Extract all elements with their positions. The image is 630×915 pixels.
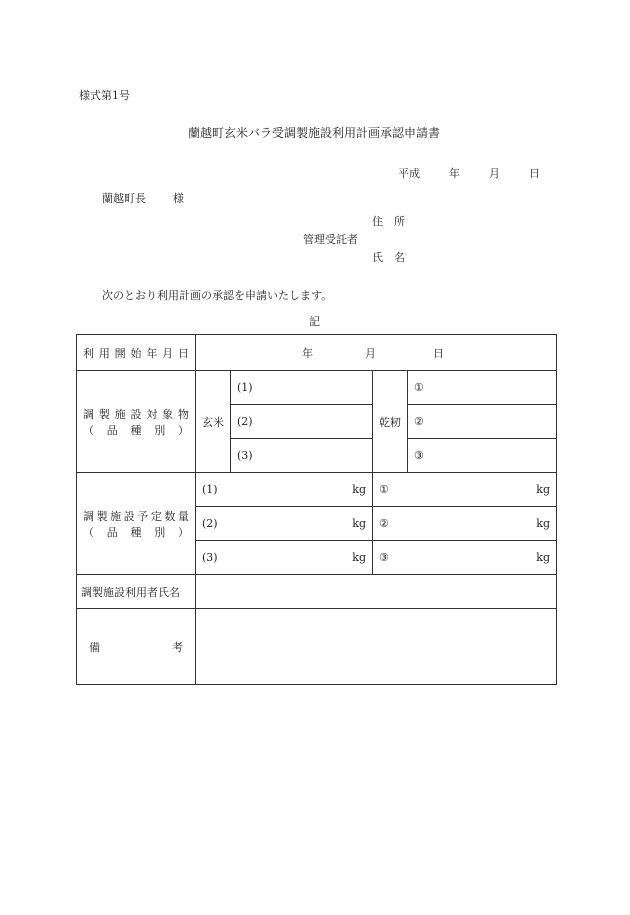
qty-left-index: (1): [202, 483, 218, 496]
target-label-cell: [77, 371, 196, 473]
document-title: 蘭越町玄米バラ受調製施設利用計画承認申請書: [188, 126, 441, 140]
start-month-label: 月: [365, 346, 376, 360]
remarks-value[interactable]: [196, 609, 557, 685]
label-char: 考: [172, 640, 183, 654]
brown-item-2[interactable]: (2): [231, 405, 373, 439]
label-char: 物: [177, 407, 189, 421]
applicant-role: 管理受託者: [303, 233, 358, 246]
application-table: [76, 334, 557, 685]
label-char: （: [83, 525, 94, 539]
request-text: 次のとおり利用計画の承認を申請いたします。: [102, 289, 333, 302]
quantity-right-1[interactable]: [373, 473, 557, 507]
qty-right-index: ②: [379, 517, 389, 530]
quantity-right-3[interactable]: [373, 541, 557, 575]
brown-item-1[interactable]: (1): [231, 371, 373, 405]
label-char: 製: [98, 407, 110, 421]
label-char: 施: [114, 407, 126, 421]
start-date-label-cell: [77, 335, 196, 371]
label-char: 年: [146, 346, 158, 360]
kg-unit: kg: [536, 551, 550, 564]
label-char: 調: [83, 509, 94, 523]
quantity-label-cell: [77, 473, 196, 575]
label-char: 対: [146, 407, 158, 421]
quantity-right-2[interactable]: [373, 507, 557, 541]
paddy-item-2[interactable]: ②: [408, 405, 557, 439]
label-char: （: [83, 423, 94, 437]
label-char: 備: [89, 640, 100, 654]
start-date-value-cell[interactable]: [196, 335, 557, 371]
kg-unit: kg: [352, 483, 366, 496]
addressee-honorific: 様: [173, 192, 184, 205]
day-label: 日: [529, 167, 540, 180]
label-char: 用: [98, 346, 110, 360]
label-char: ）: [178, 525, 189, 539]
user-name-label: 調製施設利用者氏名: [77, 575, 196, 609]
start-date-label: [83, 345, 189, 361]
label-char: 予: [137, 509, 149, 523]
month-label: 月: [489, 167, 500, 180]
year-label: 年: [449, 167, 460, 180]
label-char: 数: [164, 509, 176, 523]
paddy-item-3[interactable]: ③: [408, 439, 557, 473]
name-label: 氏 名: [372, 251, 405, 264]
kg-unit: kg: [536, 517, 550, 530]
quantity-label-line2: [83, 524, 189, 540]
brown-item-3[interactable]: (3): [231, 439, 373, 473]
quantity-left-3[interactable]: [196, 541, 373, 575]
label-char: 象: [162, 407, 174, 421]
label-char: ）: [178, 423, 189, 437]
target-label-line1: [83, 406, 189, 422]
remarks-label: [83, 639, 189, 655]
label-char: 定: [150, 509, 162, 523]
label-char: 量: [177, 509, 189, 523]
qty-left-index: (3): [202, 551, 218, 564]
user-name-value[interactable]: [196, 575, 557, 609]
qty-right-index: ③: [379, 551, 389, 564]
kg-unit: kg: [352, 551, 366, 564]
label-char: 調: [83, 407, 94, 421]
label-char: 設: [123, 509, 135, 523]
quantity-left-2[interactable]: [196, 507, 373, 541]
target-label-line2: [83, 422, 189, 438]
brown-rice-label: 玄米: [196, 371, 231, 473]
label-char: 施: [110, 509, 122, 523]
remarks-label-cell: [77, 609, 196, 685]
label-char: 月: [162, 346, 174, 360]
quantity-left-1[interactable]: [196, 473, 373, 507]
form-number: 様式第1号: [79, 89, 130, 102]
kg-unit: kg: [352, 517, 366, 530]
label-char: 開: [114, 346, 126, 360]
label-char: 始: [130, 346, 142, 360]
start-day-label: 日: [433, 346, 444, 360]
label-char: 種: [130, 423, 142, 437]
user-name-row: [77, 575, 557, 609]
start-date-row: [77, 335, 557, 371]
paddy-label: 乾籾: [373, 371, 408, 473]
label-char: 品: [106, 423, 118, 437]
quantity-row-1: [77, 473, 557, 507]
addressee: [102, 190, 184, 206]
start-year-label: 年: [302, 346, 313, 360]
label-char: 別: [154, 423, 166, 437]
label-char: 日: [177, 346, 189, 360]
label-char: 別: [154, 525, 166, 539]
remarks-row: [77, 609, 557, 685]
era: 平成: [398, 167, 420, 180]
ki-mark: 記: [309, 315, 320, 328]
label-char: 製: [96, 509, 108, 523]
label-char: 品: [106, 525, 118, 539]
kg-unit: kg: [536, 483, 550, 496]
label-char: 利: [83, 346, 94, 360]
qty-right-index: ①: [379, 483, 389, 496]
quantity-label-line1: [83, 508, 189, 524]
label-char: 種: [130, 525, 142, 539]
qty-left-index: (2): [202, 517, 218, 530]
addressee-name: 蘭越町長: [102, 192, 146, 205]
target-row-1: [77, 371, 557, 405]
label-char: 設: [130, 407, 142, 421]
address-label: 住 所: [372, 215, 405, 228]
paddy-item-1[interactable]: ①: [408, 371, 557, 405]
date-line: [398, 165, 540, 181]
